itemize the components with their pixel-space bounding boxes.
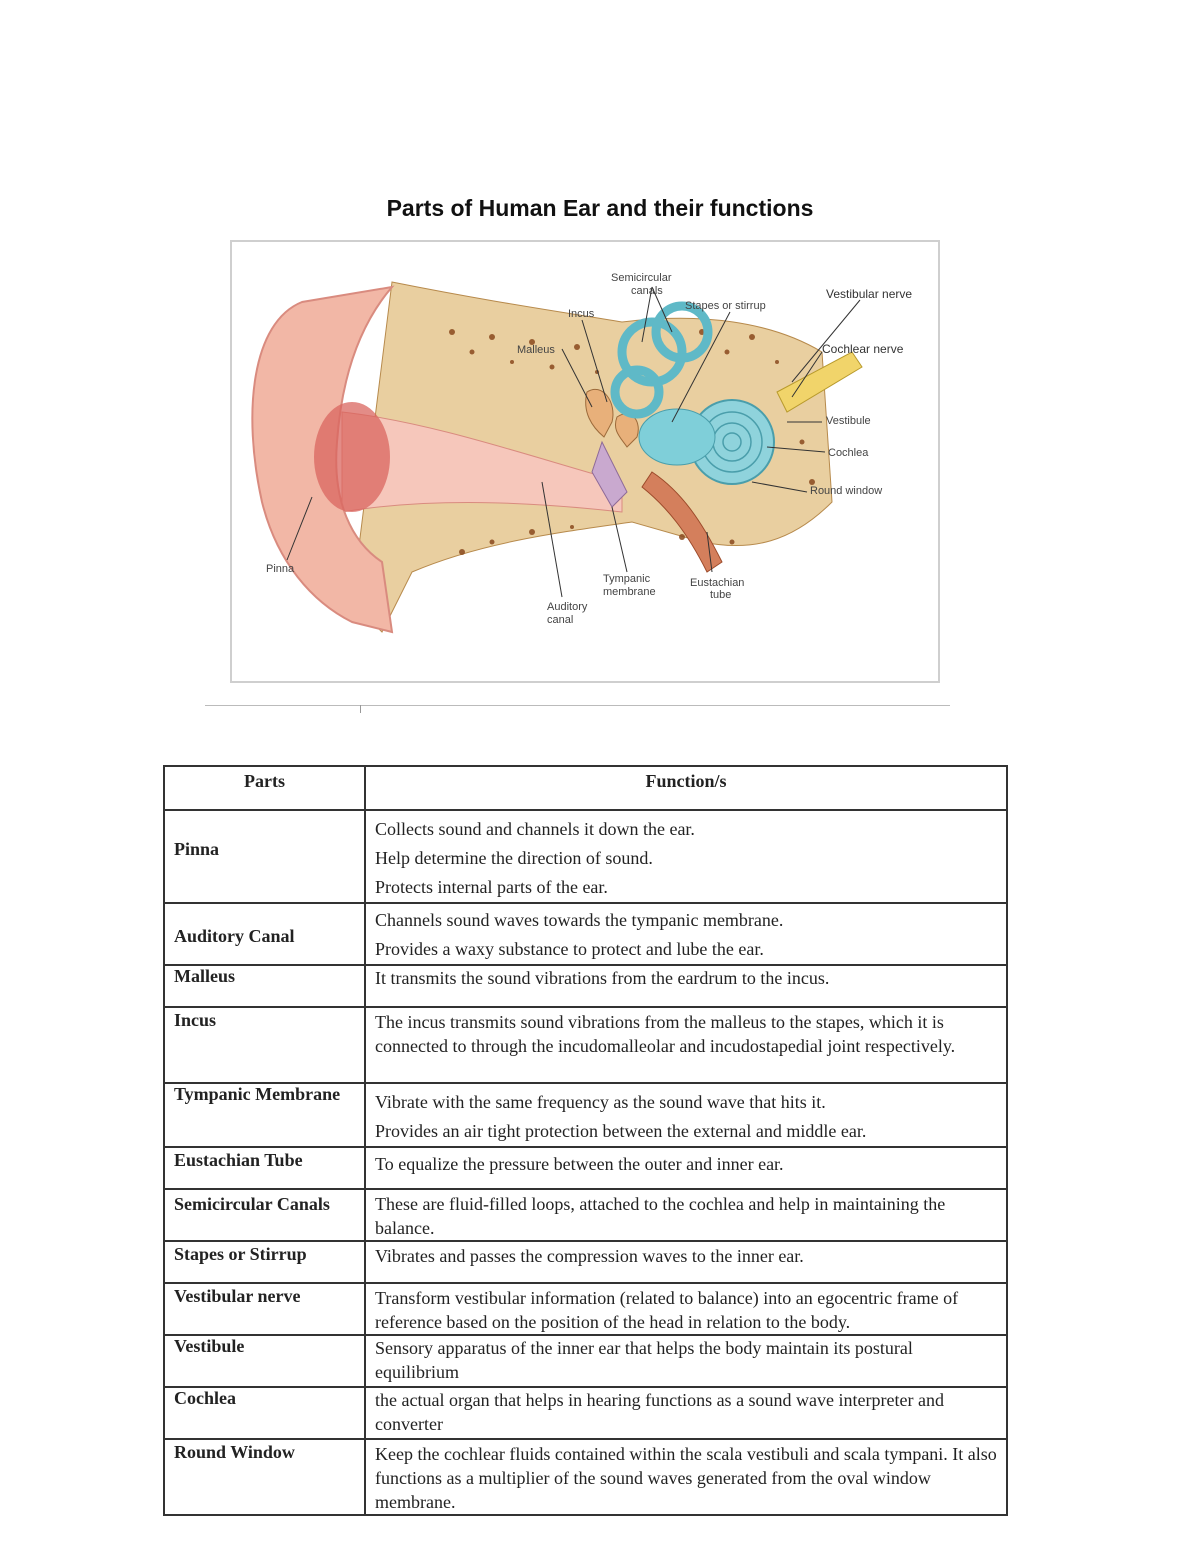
function-line: Collects sound and channels it down the ear. [375, 819, 695, 839]
function-line: Vibrates and passes the compression waves to the inner ear. [375, 1246, 804, 1266]
function-line: Help determine the direction of sound. [375, 848, 653, 868]
function-line: Channels sound waves towards the tympanic membrane. [375, 910, 784, 930]
function-line: Transform vestibular information (related to balance) into an egocentric frame of reference based on the position of the head in relation to the body. [375, 1288, 959, 1332]
function-line: Keep the cochlear fluids contained within the scala vestibuli and scala tympani. It also functions as a multiplier of the sound waves generated from the oval window membrane. [375, 1444, 997, 1512]
part-function [365, 1335, 1007, 1387]
table-row [164, 1007, 1007, 1083]
function-line: the actual organ that helps in hearing functions as a sound wave interpreter and converter [375, 1390, 944, 1434]
table-row [164, 1147, 1007, 1189]
label-eustachian-2: tube [710, 589, 732, 601]
table-row [164, 1283, 1007, 1335]
part-name: Semicircular Canals [164, 1189, 365, 1241]
table-row [164, 1335, 1007, 1387]
part-name: Tympanic Membrane [164, 1083, 365, 1147]
function-line: Provides a waxy substance to protect and lube the ear. [375, 939, 764, 959]
table-row [164, 965, 1007, 1007]
table-row [164, 903, 1007, 965]
table-row [164, 1387, 1007, 1439]
part-name: Pinna [164, 810, 365, 903]
page-title: Parts of Human Ear and their functions [386, 195, 814, 221]
part-name: Stapes or Stirrup [164, 1241, 365, 1283]
part-function [365, 1283, 1007, 1335]
label-auditory-1: Auditory [547, 601, 588, 613]
part-function [365, 1007, 1007, 1083]
header-parts: Parts [164, 766, 365, 810]
header-functions: Function/s [365, 766, 1007, 810]
part-function [365, 1387, 1007, 1439]
divider-tick [360, 705, 361, 713]
function-line: Vibrate with the same frequency as the sound wave that hits it. [375, 1092, 826, 1112]
function-line: It transmits the sound vibrations from the eardrum to the incus. [375, 968, 830, 988]
part-function [365, 903, 1007, 965]
label-pinna: Pinna [266, 563, 295, 575]
part-name: Auditory Canal [164, 903, 365, 965]
label-stapes: Stapes or stirrup [685, 300, 766, 312]
table-row [164, 1439, 1007, 1515]
part-name: Cochlea [164, 1387, 365, 1439]
label-tympanic-2: membrane [603, 586, 656, 598]
label-round-window: Round window [810, 485, 883, 497]
label-cochlea: Cochlea [828, 447, 869, 459]
function-line: To equalize the pressure between the outer and inner ear. [375, 1154, 784, 1174]
label-vestibule: Vestibule [826, 415, 871, 427]
part-function [365, 1083, 1007, 1147]
part-function [365, 1189, 1007, 1241]
label-cochlear-nerve: Cochlear nerve [822, 342, 904, 356]
label-malleus: Malleus [517, 344, 555, 356]
divider-line [205, 705, 950, 706]
part-name: Malleus [164, 965, 365, 1007]
function-line: Provides an air tight protection between the external and middle ear. [375, 1121, 867, 1141]
table-row [164, 1189, 1007, 1241]
part-name: Eustachian Tube [164, 1147, 365, 1189]
part-name: Incus [164, 1007, 365, 1083]
ear-diagram [230, 240, 940, 683]
function-line: Protects internal parts of the ear. [375, 877, 608, 897]
label-semicircular-1: Semicircular [611, 272, 672, 284]
function-line: These are fluid-filled loops, attached to the cochlea and help in maintaining the balance. [375, 1194, 946, 1238]
part-name: Round Window [164, 1439, 365, 1515]
table-row [164, 1083, 1007, 1147]
label-vestibular-nerve: Vestibular nerve [826, 287, 913, 301]
part-function [365, 1241, 1007, 1283]
part-name: Vestibular nerve [164, 1283, 365, 1335]
ear-illustration [232, 242, 938, 681]
parts-table [163, 765, 1008, 1516]
label-eustachian-1: Eustachian [690, 577, 745, 589]
part-function [365, 965, 1007, 1007]
part-function [365, 1147, 1007, 1189]
label-tympanic-1: Tympanic [603, 573, 651, 585]
label-semicircular-2: canals [631, 285, 663, 297]
part-name: Vestibule [164, 1335, 365, 1387]
function-line: Sensory apparatus of the inner ear that helps the body maintain its postural equilibrium [375, 1338, 913, 1382]
part-function [365, 1439, 1007, 1515]
table-row [164, 810, 1007, 903]
label-auditory-2: canal [547, 614, 574, 626]
function-line: The incus transmits sound vibrations from the malleus to the stapes, which it is connected to through the incudomalleolar and incudostapedial joint respectively. [375, 1012, 956, 1056]
table-row [164, 1241, 1007, 1283]
label-incus: Incus [568, 308, 595, 320]
part-function [365, 810, 1007, 903]
